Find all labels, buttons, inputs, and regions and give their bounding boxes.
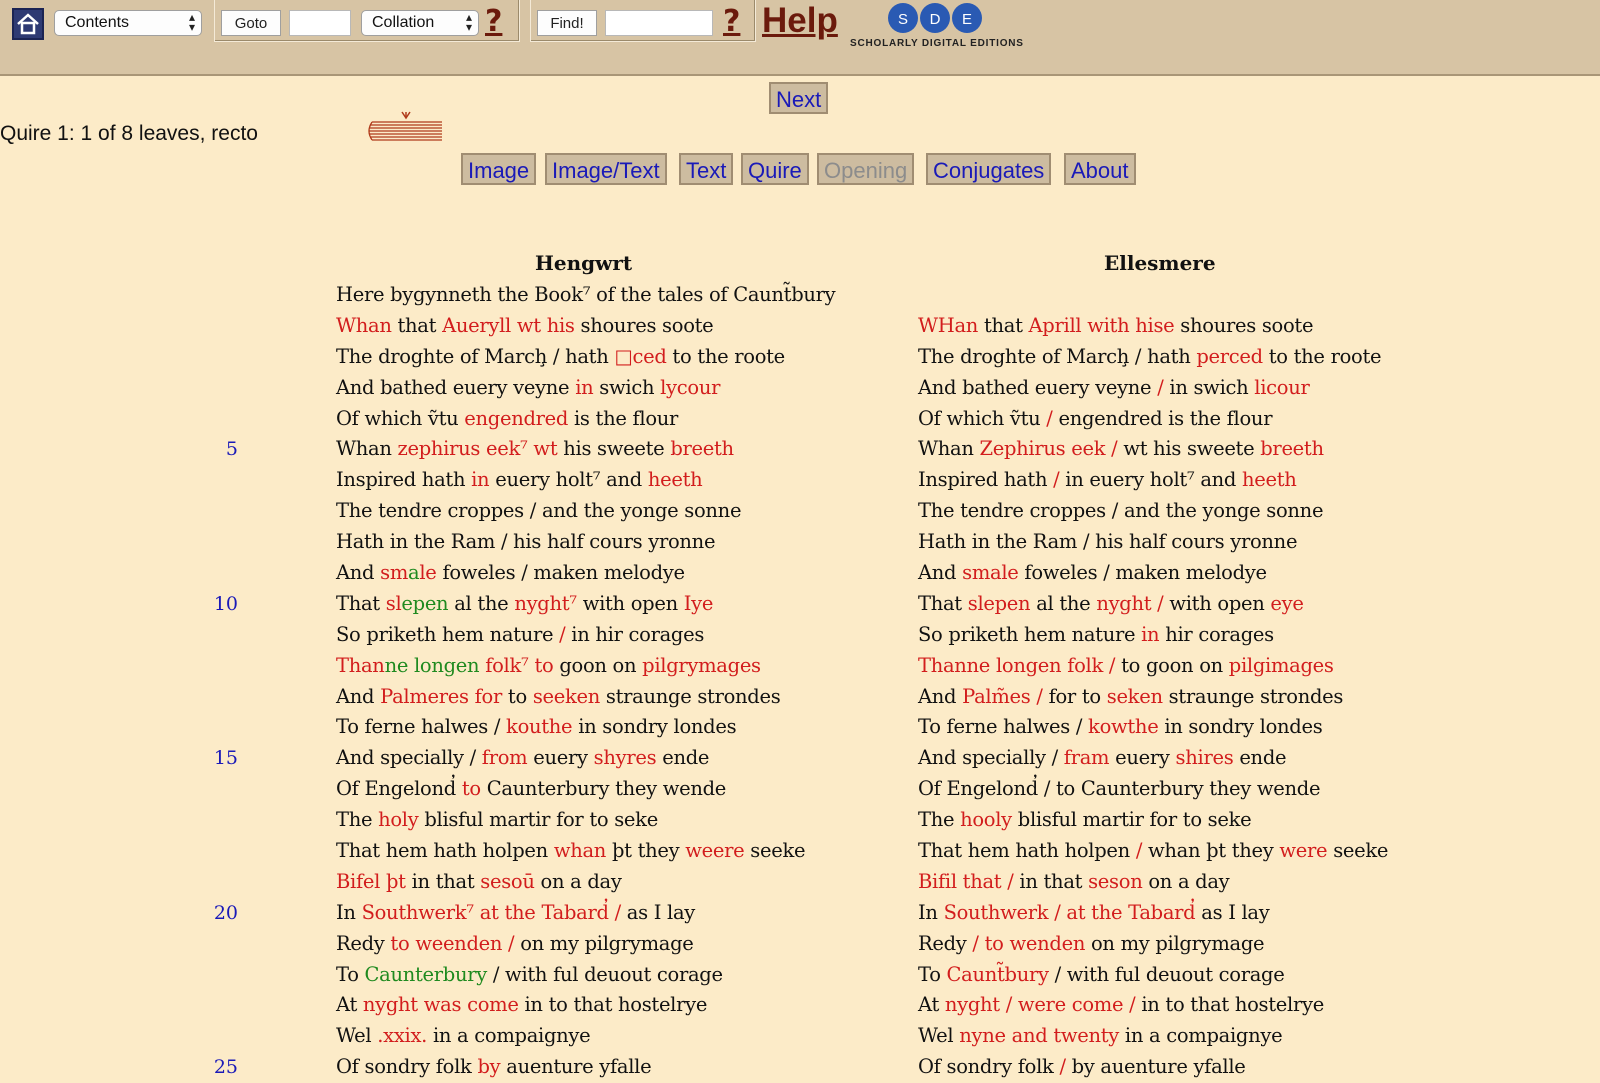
variant-word[interactable]: Aprill bbox=[1028, 313, 1082, 337]
ellesmere-line: And specially / fram euery shires ende bbox=[918, 746, 1287, 770]
variant-word[interactable]: breeth bbox=[1260, 437, 1324, 461]
find-help-question[interactable]: ? bbox=[723, 4, 741, 39]
line-numbers bbox=[190, 280, 238, 1083]
ellesmere-line: And bathed euery veyne / in swich licour bbox=[918, 375, 1310, 399]
variant-word[interactable]: in bbox=[575, 375, 594, 399]
sde-logo-icon[interactable] bbox=[848, 2, 988, 36]
help-link[interactable]: Help bbox=[762, 1, 838, 40]
variant-word[interactable]: pilgimages bbox=[1228, 653, 1334, 677]
variant-word[interactable]: / bbox=[1007, 869, 1014, 893]
hengwrt-line: Inspired hath in euery holt⁷ and heeth bbox=[336, 468, 703, 492]
select-arrows-icon: ▴ ▾ bbox=[465, 10, 472, 34]
variant-word[interactable]: Bifel bbox=[336, 869, 381, 893]
tab-text[interactable]: Text bbox=[679, 153, 733, 185]
variant-word[interactable]: lycour bbox=[660, 375, 721, 399]
variant-word[interactable]: that bbox=[962, 869, 1002, 893]
variant-word[interactable]: / bbox=[1157, 591, 1164, 615]
hengwrt-line: Hath in the Ram / his half cours yronne bbox=[336, 530, 716, 554]
variant-word[interactable]: hooly bbox=[960, 808, 1012, 832]
hengwrt-line: The tendre croppes / and the yonge sonne bbox=[336, 499, 742, 523]
tab-conjugates[interactable]: Conjugates bbox=[926, 153, 1051, 185]
line-number: 25 bbox=[213, 1056, 238, 1079]
variant-word[interactable]: / bbox=[1054, 900, 1061, 924]
sde-logo-text: SCHOLARLY DIGITAL EDITIONS bbox=[850, 38, 1024, 49]
line-number: 5 bbox=[225, 438, 238, 461]
partial-variant-word[interactable]: epen bbox=[401, 591, 449, 615]
hengwrt-title: Hengwrt bbox=[535, 251, 633, 275]
variant-word[interactable]: kowthe bbox=[1088, 715, 1159, 739]
hengwrt-line: Here bygynneth the Book⁷ of the tales of Caunt̃bury bbox=[336, 283, 836, 306]
ellesmere-line: So priketh hem nature in hir corages bbox=[918, 622, 1274, 646]
variant-word[interactable]: heeth bbox=[1242, 468, 1297, 492]
variant-word[interactable]: / bbox=[614, 900, 621, 924]
variant-word[interactable]: / bbox=[1157, 375, 1164, 399]
variant-word[interactable]: WHan bbox=[918, 313, 979, 337]
goto-input[interactable] bbox=[289, 10, 351, 36]
variant-word[interactable]: eek⁷ bbox=[486, 437, 528, 461]
hengwrt-line: And smale foweles / maken melodye bbox=[336, 561, 685, 585]
hengwrt-line: The holy blisful martir for to seke bbox=[336, 808, 658, 832]
line-number: 15 bbox=[213, 747, 238, 770]
ellesmere-text bbox=[918, 280, 1388, 1083]
variant-word[interactable]: smale bbox=[962, 561, 1019, 585]
hengwrt-line: That slepen al the nyght⁷ with open Iye bbox=[336, 591, 714, 615]
ellesmere-line: Of sondry folk / by auenture yfalle bbox=[918, 1055, 1246, 1079]
variant-word[interactable]: wt bbox=[533, 437, 558, 461]
variant-word[interactable]: Iye bbox=[683, 591, 714, 615]
variant-word[interactable]: weere bbox=[685, 839, 745, 863]
goto-group bbox=[214, 0, 520, 42]
variant-word[interactable]: Tabard̓ bbox=[1128, 900, 1196, 924]
variant-word[interactable]: Palm̃es bbox=[962, 684, 1031, 708]
ellesmere-line: At nyght / were come / in to that hostelrye bbox=[918, 993, 1324, 1017]
variant-word[interactable]: to bbox=[984, 931, 1004, 955]
ellesmere-line: WHan that Aprill with hise shoures soote bbox=[918, 313, 1314, 337]
ellesmere-line: And smale foweles / maken melodye bbox=[918, 561, 1267, 585]
ellesmere-line: Thanne longen folk / to goon on pilgimages bbox=[918, 653, 1334, 677]
ellesmere-line: Hath in the Ram / his half cours yronne bbox=[918, 530, 1298, 554]
next-button[interactable]: Next bbox=[769, 82, 828, 114]
ellesmere-line: The tendre croppes / and the yonge sonne bbox=[918, 499, 1324, 523]
hengwrt-line: Whan that Aueryll wt his shoures soote bbox=[336, 313, 714, 337]
tab-quire[interactable]: Quire bbox=[741, 153, 809, 185]
hengwrt-line: Of which ṽtu engendred is the flour bbox=[336, 406, 679, 430]
ellesmere-line: Of which ṽtu / engendred is the flour bbox=[918, 406, 1273, 430]
variant-word[interactable]: breeth bbox=[670, 437, 734, 461]
variant-word[interactable]: Than bbox=[336, 653, 385, 677]
variant-word[interactable]: longen bbox=[995, 653, 1062, 677]
variant-word[interactable]: heeth bbox=[647, 468, 703, 492]
variant-word[interactable]: and bbox=[1011, 1024, 1048, 1048]
variant-word[interactable]: at bbox=[1066, 900, 1086, 924]
ellesmere-line: In Southwerk / at the Tabard̓ as I lay bbox=[918, 900, 1270, 924]
quire-info: Quire 1: 1 of 8 leaves, recto bbox=[0, 122, 258, 145]
variant-word[interactable]: wt bbox=[516, 313, 541, 337]
variant-word[interactable]: / bbox=[1129, 993, 1136, 1017]
ellesmere-line: To ferne halwes / kowthe in sondry londes bbox=[918, 715, 1323, 739]
variant-word[interactable]: nyght bbox=[362, 993, 418, 1017]
hengwrt-line: Redy to weenden / on my pilgrymage bbox=[336, 931, 694, 955]
variant-word[interactable]: / bbox=[1053, 468, 1060, 492]
variant-word[interactable]: / bbox=[1111, 437, 1118, 461]
variant-word[interactable]: zephirus bbox=[397, 437, 481, 461]
variant-word[interactable]: to bbox=[461, 777, 481, 801]
variant-word[interactable]: / bbox=[1059, 1055, 1066, 1079]
variant-word[interactable]: to bbox=[534, 653, 554, 677]
variant-word[interactable]: to bbox=[390, 931, 410, 955]
ellesmere-line: The hooly blisful martir for to seke bbox=[918, 808, 1252, 832]
logo-letter-e: E bbox=[961, 11, 973, 28]
logo-letter-s: S bbox=[897, 11, 909, 28]
variant-word[interactable]: seeken bbox=[532, 684, 601, 708]
line-number: 20 bbox=[213, 901, 238, 924]
collation-select[interactable] bbox=[361, 10, 479, 36]
ellesmere-line: That slepen al the nyght / with open eye bbox=[918, 591, 1304, 615]
hengwrt-line: Of Engelond̓ to Caunterbury they wende bbox=[336, 777, 727, 801]
variant-word[interactable]: / bbox=[559, 622, 566, 646]
variant-word[interactable]: fram bbox=[1063, 746, 1110, 770]
hengwrt-line: And Palmeres for to seeken straunge strondes bbox=[336, 684, 781, 708]
variant-word[interactable]: □ced bbox=[614, 344, 667, 368]
variant-word[interactable]: Thanne bbox=[918, 653, 991, 677]
ellesmere-line: Redy / to wenden on my pilgrymage bbox=[918, 931, 1265, 955]
variant-word[interactable]: Tabard̓ bbox=[541, 900, 609, 924]
variant-word[interactable]: nyne bbox=[959, 1024, 1006, 1048]
variant-word[interactable]: weenden bbox=[415, 931, 503, 955]
variant-word[interactable]: eye bbox=[1270, 591, 1304, 615]
variant-word[interactable]: twenty bbox=[1053, 1024, 1119, 1048]
variant-word[interactable]: whan bbox=[553, 839, 607, 863]
variant-word[interactable]: at bbox=[479, 900, 499, 924]
home-icon[interactable] bbox=[12, 8, 44, 40]
ellesmere-line: That hem hath holpen / whan þt they were seeke bbox=[918, 839, 1389, 863]
variant-word[interactable]: with bbox=[1087, 313, 1130, 337]
partial-variant-word[interactable]: a bbox=[408, 561, 420, 585]
hengwrt-line: So priketh hem nature / in hir corages bbox=[336, 622, 705, 646]
hengwrt-line: Wel .xxix. in a compaignye bbox=[336, 1024, 591, 1048]
tab-about[interactable]: About bbox=[1064, 153, 1136, 185]
variant-word[interactable]: .xxix. bbox=[377, 1024, 428, 1048]
tab-image-text[interactable]: Image/Text bbox=[545, 153, 667, 185]
variant-word[interactable]: wenden bbox=[1009, 931, 1086, 955]
hengwrt-line: Bifel þt in that sesoū on a day bbox=[336, 869, 622, 893]
variant-word[interactable]: hise bbox=[1135, 313, 1175, 337]
variant-word[interactable]: / bbox=[1108, 653, 1116, 677]
variant-word[interactable]: nyght⁷ bbox=[514, 591, 577, 615]
hengwrt-line: Thanne longen folk⁷ to goon on pilgrymages bbox=[336, 653, 761, 677]
variant-word[interactable]: for bbox=[474, 684, 503, 708]
ellesmere-line: Inspired hath / in euery holt⁷ and heeth bbox=[918, 468, 1297, 492]
variant-word[interactable]: nyght bbox=[944, 993, 1000, 1017]
quire-diagram-icon[interactable] bbox=[366, 110, 446, 146]
variant-word[interactable]: perced bbox=[1196, 344, 1263, 368]
find-group bbox=[530, 0, 756, 42]
hengwrt-line: Whan zephirus eek⁷ wt his sweete breeth bbox=[336, 437, 734, 461]
hengwrt-line: The droghte of Marcḩ / hath □ced to the roote bbox=[336, 344, 785, 368]
collation-select-label: Collation bbox=[372, 14, 435, 31]
variant-word[interactable]: eek bbox=[1071, 437, 1106, 461]
ellesmere-line: The droghte of Marcḩ / hath perced to the roote bbox=[918, 344, 1382, 368]
hengwrt-line: To ferne halwes / kouthe in sondry londes bbox=[336, 715, 737, 739]
ellesmere-line bbox=[918, 280, 1388, 311]
variant-word[interactable]: þt bbox=[385, 869, 406, 893]
variant-word[interactable]: Southwerk⁷ bbox=[361, 900, 474, 924]
partial-variant-word[interactable]: ne bbox=[384, 653, 409, 677]
variant-word[interactable]: kouthe bbox=[506, 715, 573, 739]
variant-word[interactable]: were bbox=[1017, 993, 1066, 1017]
variant-word[interactable]: / bbox=[1005, 993, 1013, 1017]
variant-word[interactable]: Aueryll bbox=[442, 313, 511, 337]
find-button[interactable]: Find! bbox=[537, 10, 597, 36]
variant-word[interactable]: were bbox=[1279, 839, 1328, 863]
variant-word[interactable]: sesoū bbox=[480, 869, 535, 893]
toolbar bbox=[0, 0, 1600, 76]
variant-word[interactable]: engendred bbox=[464, 406, 569, 430]
tab-opening: Opening bbox=[817, 153, 914, 185]
tab-image[interactable]: Image bbox=[461, 153, 536, 185]
ellesmere-line: Wel nyne and twenty in a compaignye bbox=[918, 1024, 1283, 1048]
ellesmere-title: Ellesmere bbox=[1104, 251, 1216, 275]
find-input[interactable] bbox=[605, 10, 713, 36]
variant-word[interactable]: slepen bbox=[967, 591, 1031, 615]
ellesmere-line: Whan Zephirus eek / wt his sweete breeth bbox=[918, 437, 1324, 461]
select-arrows-icon: ▴ ▾ bbox=[188, 10, 195, 34]
goto-help-question[interactable]: ? bbox=[485, 4, 503, 39]
variant-word[interactable]: sm bbox=[380, 561, 409, 585]
hengwrt-line: To Caunterbury / with ful deuout corage bbox=[336, 962, 723, 986]
hengwrt-line: And specially / from euery shyres ende bbox=[336, 746, 710, 770]
partial-variant-word[interactable]: longen bbox=[413, 653, 480, 677]
hengwrt-text bbox=[336, 280, 835, 1083]
variant-word[interactable]: / bbox=[1135, 839, 1143, 863]
variant-word[interactable]: from bbox=[481, 746, 528, 770]
variant-word[interactable]: seken bbox=[1106, 684, 1163, 708]
variant-word[interactable]: Whan bbox=[336, 313, 392, 337]
hengwrt-line: Of sondry folk by auenture yfalle bbox=[336, 1055, 652, 1079]
variant-word[interactable]: shyres bbox=[593, 746, 657, 770]
variant-word[interactable]: / bbox=[508, 931, 515, 955]
hengwrt-line: That hem hath holpen whan þt they weere seeke bbox=[336, 839, 806, 863]
goto-button[interactable]: Goto bbox=[221, 10, 281, 36]
variant-word[interactable]: shires bbox=[1175, 746, 1234, 770]
ellesmere-line: Bifil that / in that seson on a day bbox=[918, 869, 1230, 893]
contents-select-label: Contents bbox=[65, 14, 130, 31]
variant-word[interactable]: Zephirus bbox=[979, 437, 1066, 461]
hengwrt-line: And bathed euery veyne in swich lycour bbox=[336, 375, 721, 399]
variant-word[interactable]: pilgrymages bbox=[642, 653, 761, 677]
ellesmere-line: To Caunt̃bury / with ful deuout corage bbox=[918, 962, 1285, 986]
hengwrt-line: At nyght was come in to that hostelrye bbox=[336, 993, 708, 1017]
variant-word[interactable]: was bbox=[423, 993, 462, 1017]
variant-word[interactable]: / bbox=[972, 931, 979, 955]
variant-word[interactable]: folk bbox=[1067, 653, 1104, 677]
variant-word[interactable]: by bbox=[477, 1055, 501, 1079]
ellesmere-line: Of Engelond̓ / to Caunterbury they wende bbox=[918, 777, 1321, 801]
variant-word[interactable]: sl bbox=[385, 591, 402, 615]
variant-word[interactable]: le bbox=[419, 561, 437, 585]
variant-word[interactable]: folk⁷ bbox=[485, 653, 529, 677]
variant-word[interactable]: nyght bbox=[1096, 591, 1152, 615]
variant-word[interactable]: the bbox=[504, 900, 536, 924]
variant-word[interactable]: the bbox=[1091, 900, 1123, 924]
variant-word[interactable]: licour bbox=[1254, 375, 1310, 399]
variant-word[interactable]: Bifil bbox=[918, 869, 957, 893]
variant-word[interactable]: his bbox=[546, 313, 575, 337]
partial-variant-word[interactable]: Caunterbury bbox=[364, 962, 487, 986]
ellesmere-line: And Palm̃es / for to seken straunge strondes bbox=[918, 684, 1344, 708]
variant-word[interactable]: come bbox=[467, 993, 519, 1017]
variant-word[interactable]: / bbox=[1046, 406, 1053, 430]
line-number: 10 bbox=[213, 592, 238, 615]
variant-word[interactable]: Palmeres bbox=[380, 684, 469, 708]
contents-select[interactable] bbox=[54, 10, 202, 36]
variant-word[interactable]: in bbox=[1141, 622, 1160, 646]
variant-word[interactable]: / bbox=[1036, 684, 1043, 708]
logo-letter-d: D bbox=[929, 11, 941, 28]
variant-word[interactable]: Caunt̃bury bbox=[946, 962, 1049, 986]
variant-word[interactable]: in bbox=[471, 468, 490, 492]
hengwrt-line: In Southwerk⁷ at the Tabard̓ / as I lay bbox=[336, 900, 695, 924]
variant-word[interactable]: Southwerk bbox=[943, 900, 1049, 924]
variant-word[interactable]: holy bbox=[378, 808, 419, 832]
variant-word[interactable]: seson bbox=[1088, 869, 1143, 893]
variant-word[interactable]: come bbox=[1071, 993, 1124, 1017]
